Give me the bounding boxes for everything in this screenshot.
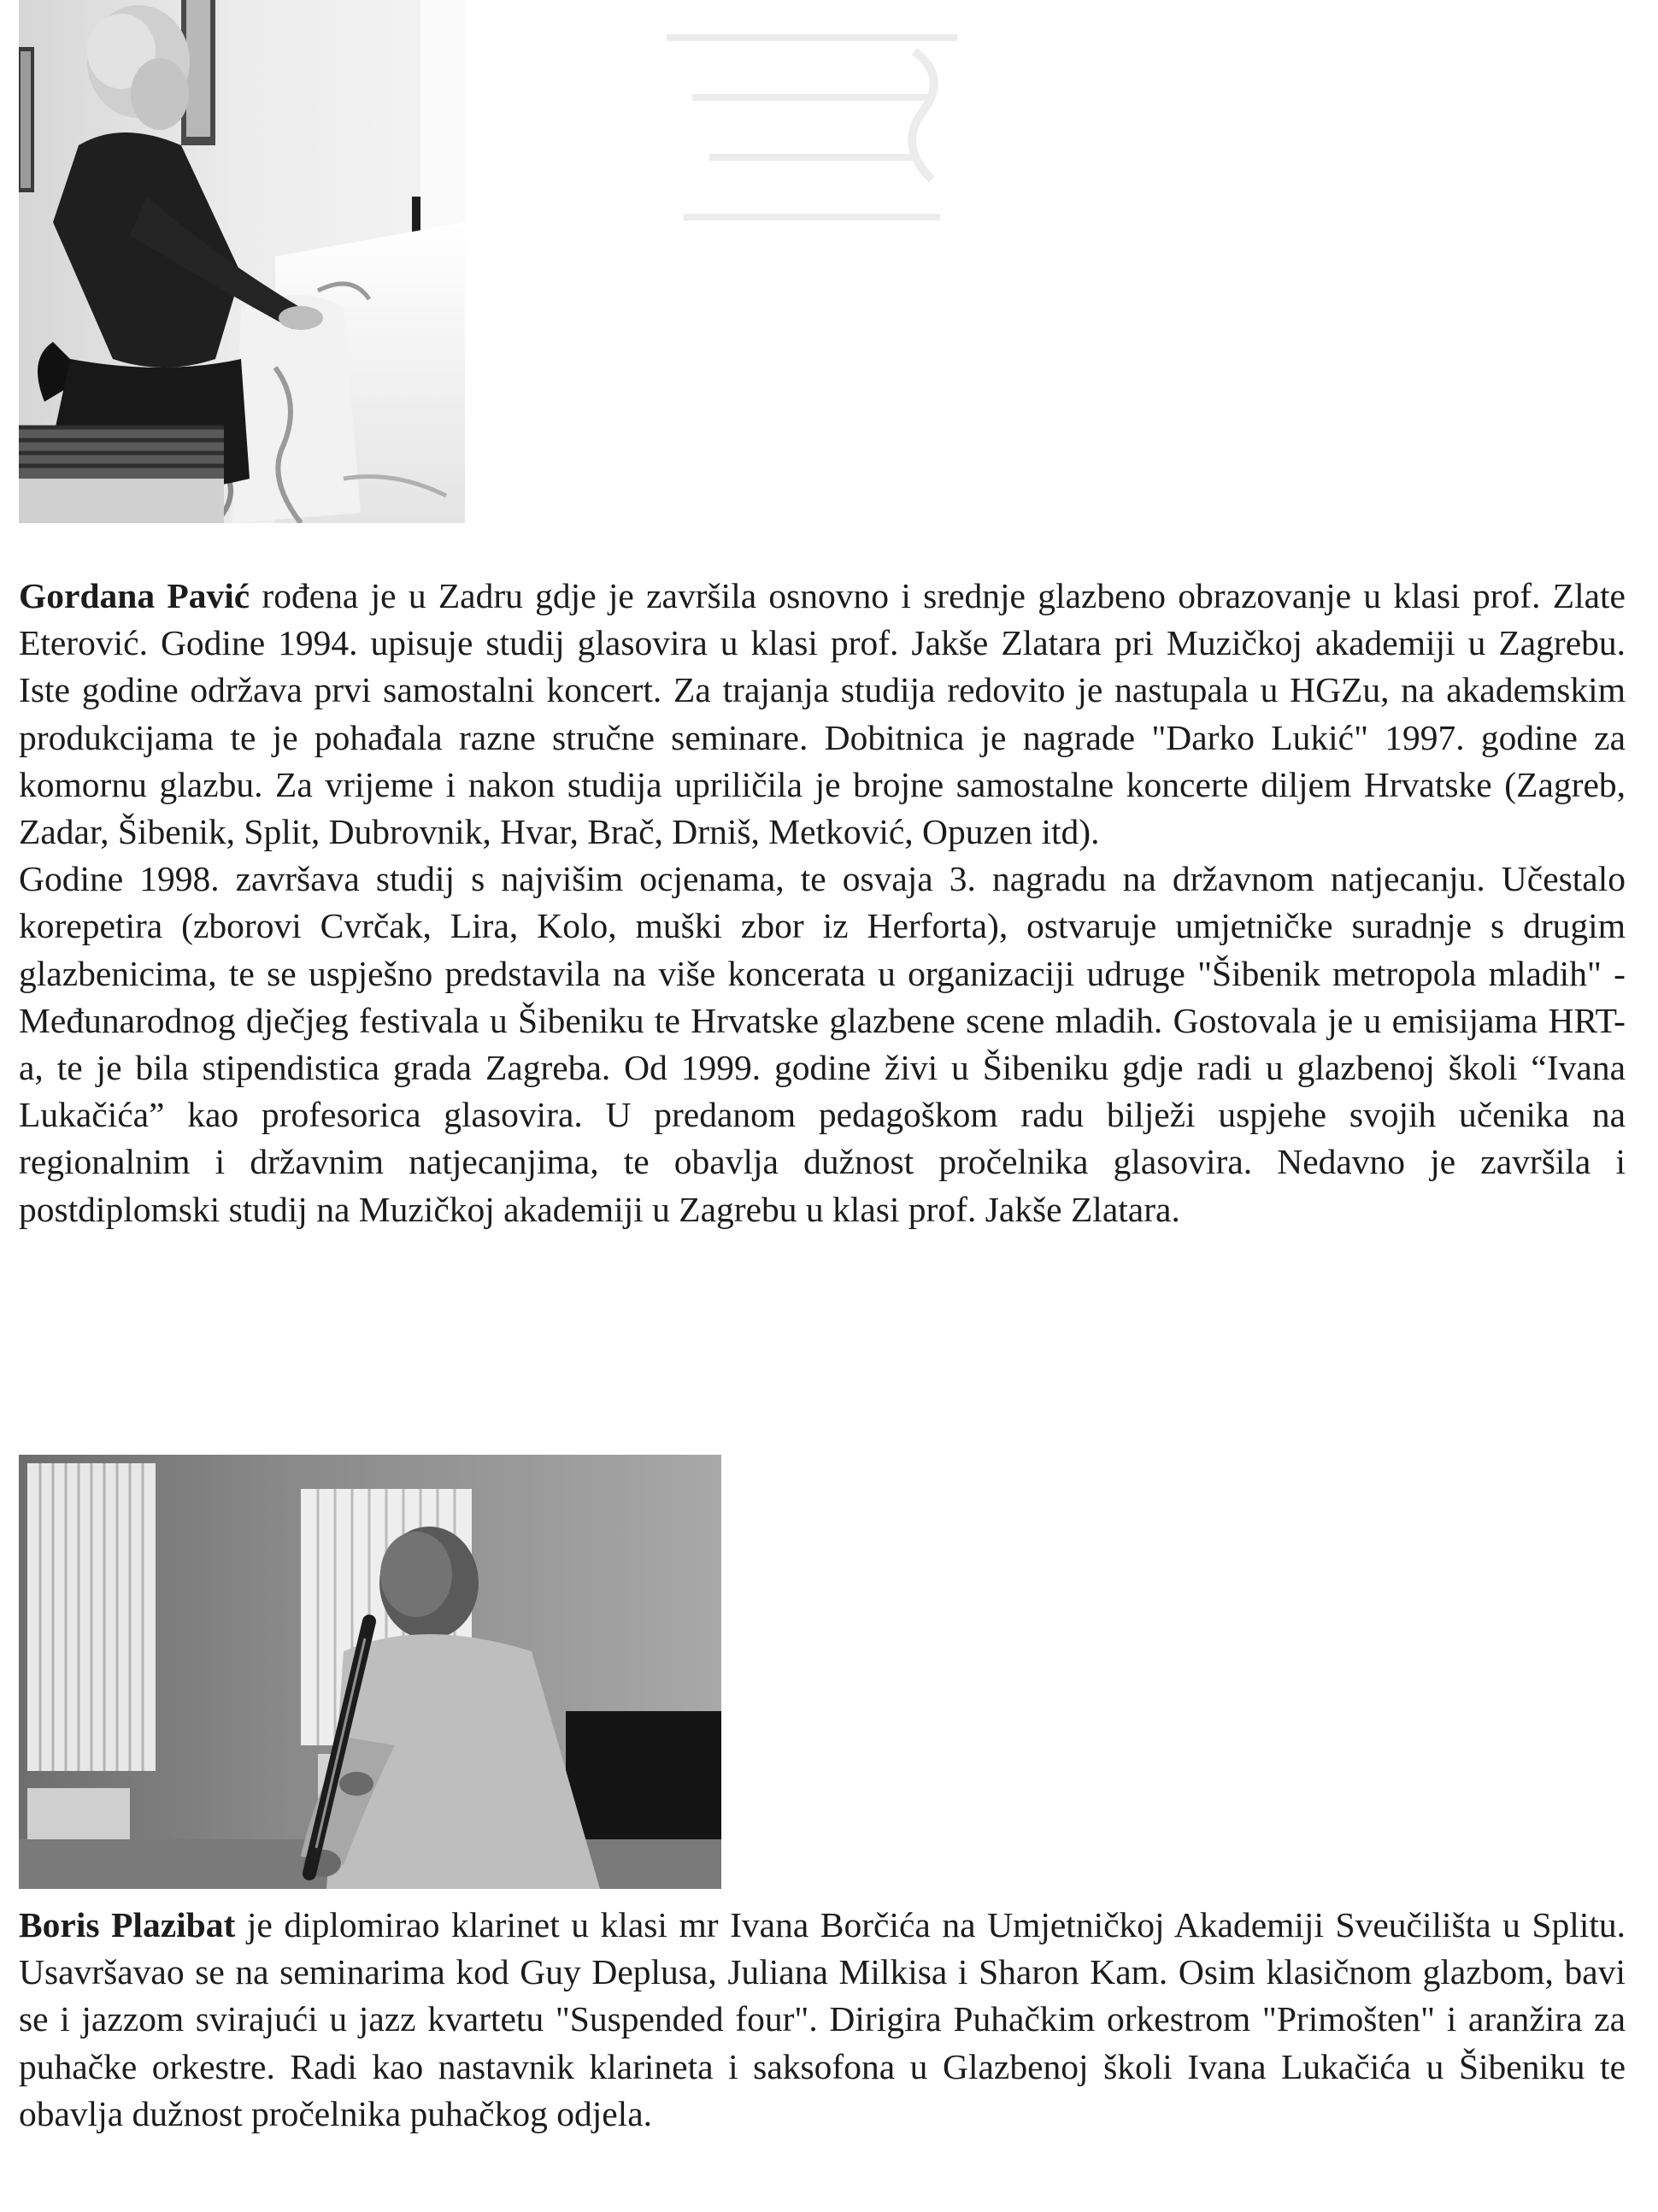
bio-paragraph (19, 1902, 1626, 2138)
bio-boris-plazibat (19, 1902, 1626, 2138)
bio-name: Boris Plazibat (19, 1905, 236, 1944)
photo-boris-plazibat-image (19, 1455, 721, 1889)
bio-paragraph (19, 856, 1626, 1233)
photo-gordana-pavic (19, 0, 465, 523)
bio-name: Gordana Pavić (19, 576, 250, 615)
bio-text: rođena je u Zadru gdje je završila osnovno i srednje glazbeno obrazovanje u klasi prof. Zlate Eterović. Godine 1994. upisuje studij glasovira u klasi prof. Jakše Zlatara pri Muzičkoj akademiji u Zagrebu. Iste godine održava prvi samostalni koncert. Za trajanja studija redovito je nastupala u HGZu, na akademskim produkcijama te je pohađala razne stručne seminare. Dobitnica je nagrade "Darko Lukić" 1997. godine za komornu glazbu. Za vrijeme i nakon studija upriličila je brojne samostalne koncerte diljem Hrvatske (Zagreb, Zadar, Šibenik, Split, Dubrovnik, Hvar, Brač, Drniš, Metković, Opuzen itd). (19, 576, 1626, 852)
bio-text: je diplomirao klarinet u klasi mr Ivana Borčića na Umjetničkoj Akademiji Sveučilišta u Splitu. Usavršavao se na seminarima kod Guy Deplusa, Juliana Milkisa i Sharon Kam. Osim klasičnom glazbom, bavi se i jazzom svirajući u jazz kvartetu "Suspended four". Dirigira Puhačkim orkestrom "Primošten" i aranžira za puhačke orkestre. Radi kao nastavnik klarineta i saksofona u Glazbenoj školi Ivana Lukačića u Šibeniku te obavlja dužnost pročelnika puhačkog odjela. (19, 1905, 1626, 2133)
bio-text: Godine 1998. završava studij s najvišim ocjenama, te osvaja 3. nagradu na državnom natjecanju. Učestalo korepetira (zborovi Cvrčak, Lira, Kolo, muški zbor iz Herforta), ostvaruje umjetničke suradnje s drugim glazbenicima, te se uspješno predstavila na više koncerata u organizaciji udruge "Šibenik metropola mladih" - Međunarodnog dječjeg festivala u Šibeniku te Hrvatske glazbene scene mladih. Gostovala je u emisijama HRT-a, te je bila stipendistica grada Zagreba. Od 1999. godine živi u Šibeniku gdje radi u glazbenoj školi “Ivana Lukačića” kao profesorica glasovira. U predanom pedagoškom radu bilježi uspjehe svojih učenika na regionalnim i državnim natjecanjima, te obavlja dužnost pročelnika glasovira. Nedavno je završila i postdiplomski studij na Muzičkoj akademiji u Zagrebu u klasi prof. Jakše Zlatara. (19, 859, 1626, 1229)
photo-gordana-pavic-image (19, 0, 465, 523)
bio-paragraph (19, 573, 1626, 856)
photo-boris-plazibat (19, 1455, 721, 1889)
bleed-through-emblem (632, 0, 991, 256)
bio-gordana-pavic (19, 573, 1626, 1233)
